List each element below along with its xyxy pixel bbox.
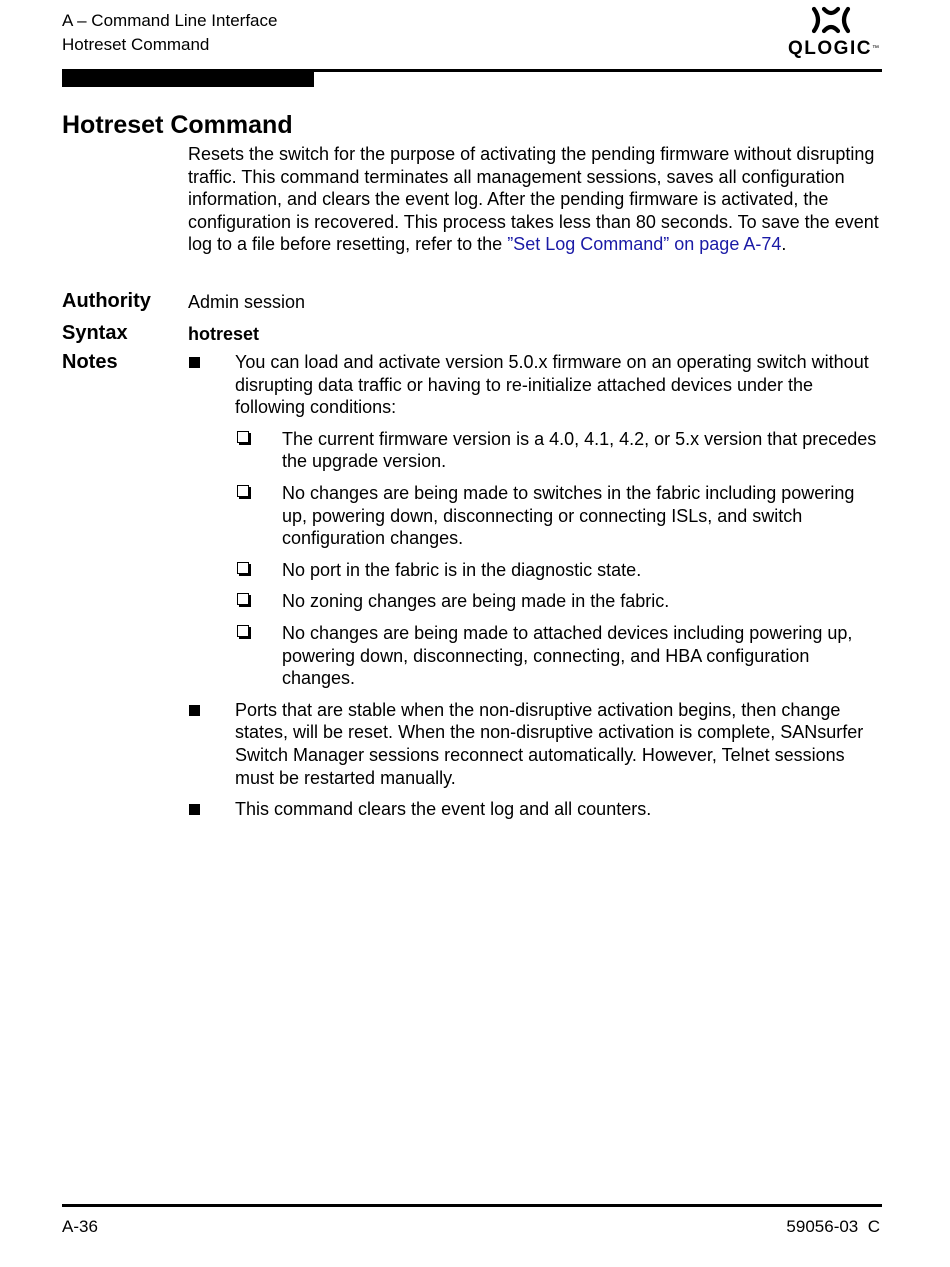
document-number: 59056-03 C (786, 1217, 880, 1236)
checkbox-bullet-icon (237, 562, 249, 574)
square-bullet-icon (189, 705, 200, 716)
page-title: Hotreset Command (62, 111, 293, 139)
checkbox-bullet-icon (237, 431, 249, 443)
authority-value: Admin session (188, 292, 306, 312)
syntax-label: Syntax (62, 322, 128, 344)
list-item: No zoning changes are being made in the fabric. (188, 590, 880, 613)
footer-rule (62, 1204, 882, 1207)
notes-list (188, 351, 880, 830)
notes-label: Notes (62, 351, 118, 373)
checkbox-bullet-icon (237, 485, 249, 497)
list-item: You can load and activate version 5.0.x firmware on an operating switch without disrupting data traffic or having to re-initialize attached devices under the following conditions: (188, 351, 880, 419)
header-chapter: A – Command Line Interface (62, 11, 278, 30)
logo-wordmark: QLOGIC™ (788, 38, 879, 59)
list-item: No port in the fabric is in the diagnostic state. (188, 559, 880, 582)
square-bullet-icon (189, 357, 200, 368)
square-bullet-icon (189, 804, 200, 815)
intro-text: Resets the switch for the purpose of activating the pending firmware without disrupting traffic. This command terminates all management sessions, saves all configuration information, and clears the event log. After the pending firmware is activated, the configuration is recovered. This process takes less than 80 seconds. To save the event log to a file before resetting, refer to the (188, 144, 879, 255)
checkbox-bullet-icon (237, 593, 249, 605)
header-bar (62, 72, 314, 87)
list-item: This command clears the event log and all counters. (188, 798, 880, 821)
running-header (62, 9, 277, 57)
page-number: A-36 (62, 1217, 98, 1236)
intro-end: . (781, 234, 787, 255)
list-item: The current firmware version is a 4.0, 4.1, 4.2, or 5.x version that precedes the upgrade version. (188, 428, 880, 473)
intro-paragraph (188, 143, 880, 256)
qlogic-logo (788, 6, 878, 62)
qlogic-emblem-icon (810, 6, 852, 34)
list-item: Ports that are stable when the non-disruptive activation begins, then change states, will be reset. When the non-disruptive activation is complete, SANsurfer Switch Manager sessions reconnect automatically. However, Telnet sessions must be restarted manually. (188, 699, 880, 789)
header-section: Hotreset Command (62, 35, 210, 54)
syntax-value: hotreset (188, 324, 260, 344)
set-log-command-link[interactable]: ”Set Log Command” on page A-74 (507, 234, 782, 255)
list-item: No changes are being made to switches in the fabric including powering up, powering down, disconnecting or connecting ISLs, and switch configuration changes. (188, 482, 880, 550)
list-item: No changes are being made to attached devices including powering up, powering down, disconnecting, connecting, and HBA configuration changes. (188, 622, 880, 690)
authority-label: Authority (62, 290, 151, 312)
checkbox-bullet-icon (237, 625, 249, 637)
